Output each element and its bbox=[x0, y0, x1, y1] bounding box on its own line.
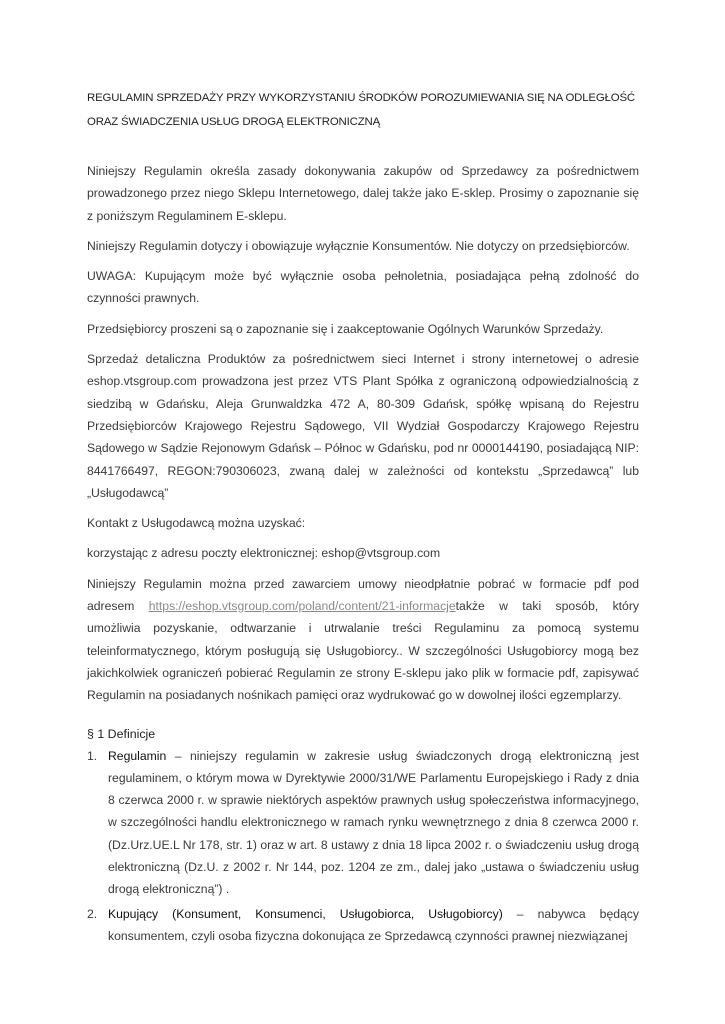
definition-item bbox=[87, 903, 639, 948]
definition-term: Kupujący (Konsument, Konsumenci, Usługobiorca, Usługobiorcy) bbox=[108, 906, 503, 921]
email-paragraph: korzystając z adresu poczty elektronicznej: eshop@vtsgroup.com bbox=[87, 546, 441, 561]
contact-paragraph: Kontakt z Usługodawcą można uzyskać: bbox=[87, 516, 306, 531]
definition-term: Regulamin bbox=[108, 748, 167, 763]
definitions-list bbox=[87, 745, 639, 948]
section-1-heading: § 1 Definicje bbox=[87, 726, 156, 741]
consumers-only-paragraph: Niniejszy Regulamin dotyczy i obowiązuje wyłącznie Konsumentów. Nie dotyczy on przedsiębiorców. bbox=[87, 238, 630, 253]
definition-text: – niniejszy regulamin w zakresie usług świadczonych drogą elektroniczną jest regulaminem, o którym mowa w Dyrektywie 2000/31/WE Parlamentu Europejskiego i Rady z dnia 8 czerwca 2000 r. w sprawie niektórych aspektów prawnych usług społeczeństwa informacyjnego, w szczególności handlu elektronicznego w ramach rynku wewnętrznego z dnia 8 czerwca 2000 r. (Dz.Urz.UE.L Nr 178, str. 1) oraz w art. 8 ustawy z dnia 18 lipca 2002 r. o świadczeniu usług drogą elektroniczną (Dz.U. z 2002 r. Nr 144, poz. 1204 ze zm., dalej jako „ustawa o świadczeniu usług drogą elektroniczną”) . bbox=[108, 748, 639, 897]
warning-paragraph: UWAGA: Kupującym może być wyłącznie osoba pełnoletnia, posiadająca pełną zdolność do czynności prawnych. bbox=[87, 269, 639, 306]
regulations-link[interactable]: https://eshop.vtsgroup.com/poland/content/21-informacje bbox=[148, 599, 456, 614]
definition-number: 1. bbox=[87, 748, 98, 763]
definition-number: 2. bbox=[87, 906, 98, 921]
businesses-paragraph: Przedsiębiorcy proszeni są o zapoznanie się i zaakceptowanie Ogólnych Warunków Sprzedaży. bbox=[87, 321, 604, 336]
intro-paragraph: Niniejszy Regulamin określa zasady dokonywania zakupów od Sprzedawcy za pośrednictwem prowadzonego przez niego Sklepu Internetowego, dalej także jako E-sklep. Prosimy o zapoznanie się z poniższym Regulaminem E-sklepu. bbox=[87, 164, 639, 223]
download-text-after: także w taki sposób, który umożliwia pozyskanie, odtwarzanie i utrwalanie treści Regulaminu za pomocą systemu teleinformatycznego, którym posługują się Usługobiorcy.. W szczególności Usługobiorcy mogą bez jakichkolwiek ograniczeń pobierać Regulamin ze strony E-sklepu jako plik w formacie pdf, zapisywać Regulamin na posiadanych nośnikach pamięci oraz wydrukować go w dowolnej ilości egzemplarzy. bbox=[87, 599, 639, 703]
download-text-before: Niniejszy Regulamin można przed zawarciem umowy nieodpłatnie pobrać w formacie pdf pod adresem bbox=[87, 576, 639, 614]
download-paragraph bbox=[87, 573, 639, 707]
document-page bbox=[87, 86, 639, 949]
definition-text: – nabywca będący konsumentem, czyli osoba fizyczna dokonująca ze Sprzedawcą czynności prawnej niezwiązanej bbox=[108, 906, 639, 943]
seller-info-paragraph: Sprzedaż detaliczna Produktów za pośrednictwem sieci Internet i strony internetowej o adresie eshop.vtsgroup.com prowadzona jest przez VTS Plant Spółka z ograniczoną odpowiedzialnością z siedzibą w Gdańsku, Aleja Grunwaldzka 472 A, 80-309 Gdańsk, spółkę wpisaną do Rejestru Przedsiębiorców Krajowego Rejestru Sądowego, VII Wydział Gospodarczy Krajowego Rejestru Sądowego w Sądzie Rejonowym Gdańsk – Północ w Gdańsku, pod nr 0000144190, posiadającą NIP: 8441766497, REGON:790306023, zwaną dalej w zależności od kontekstu „Sprzedawcą” lub „Usługodawcą” bbox=[87, 352, 639, 500]
definition-item bbox=[87, 745, 639, 901]
document-title: REGULAMIN SPRZEDAŻY PRZY WYKORZYSTANIU ŚRODKÓW POROZUMIEWANIA SIĘ NA ODLEGŁOŚĆ ORAZ ŚWIADCZENIA USŁUG DROGĄ ELEKTRONICZNĄ bbox=[87, 92, 636, 128]
